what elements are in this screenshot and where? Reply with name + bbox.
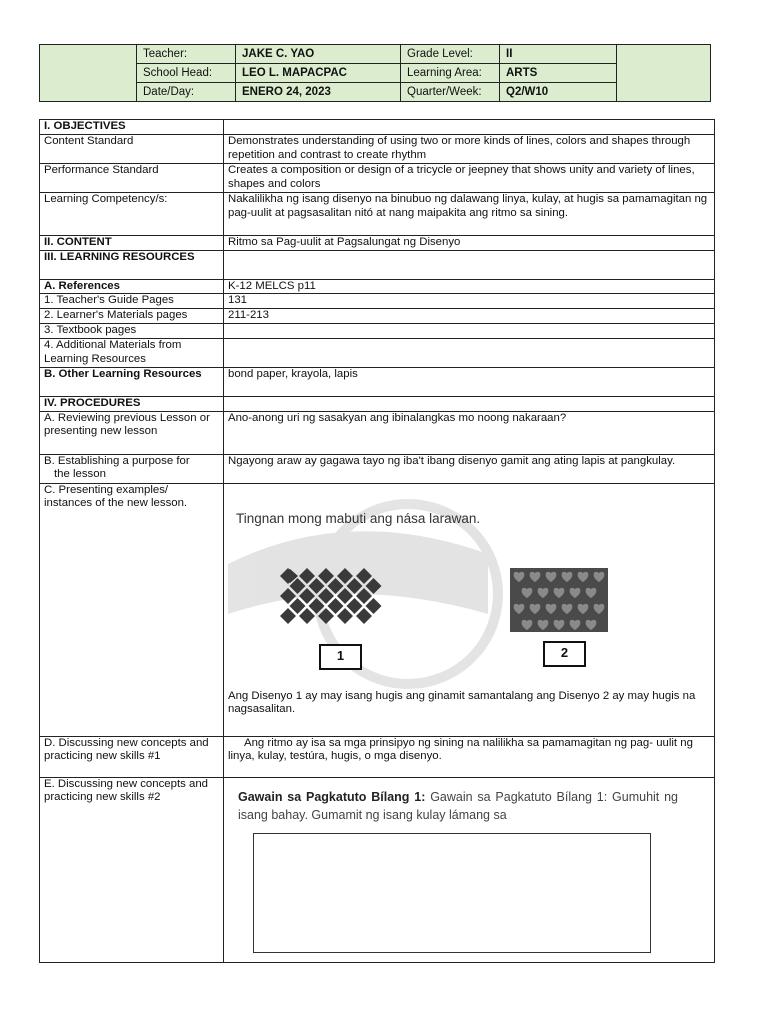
performance-standard-value: Creates a composition or design of a tricycle or jeepney that shows unity and variety of lines, shapes and colors bbox=[224, 163, 715, 192]
diamond-shape bbox=[299, 608, 315, 624]
purpose-label bbox=[40, 454, 224, 483]
diamond-shape bbox=[328, 598, 344, 614]
header-right-cell bbox=[617, 45, 711, 102]
learning-area-value: ARTS bbox=[500, 64, 617, 83]
image-title: Tingnan mong mabuti ang nása larawan. bbox=[236, 510, 481, 526]
competency-value: Nakalilikha ng isang disenyo na binubuo ng dalawang linya, kulay, at hugis sa pamamagitan ng pag-uulit at pagsasalitan nitó at nang maipakita ang ritmo sa sining. bbox=[224, 192, 715, 235]
references-label: A. References bbox=[40, 279, 224, 294]
table-row bbox=[40, 134, 715, 163]
other-resources-value: bond paper, krayola, lapis bbox=[224, 367, 715, 396]
table-row bbox=[40, 777, 715, 962]
date-value: ENERO 24, 2023 bbox=[236, 83, 401, 102]
textbook-label: 3. Textbook pages bbox=[40, 323, 224, 338]
objectives-heading: I. OBJECTIVES bbox=[40, 120, 224, 135]
table-row bbox=[40, 235, 715, 250]
discussing-1-value: Ang ritmo ay isa sa mga prinsipyo ng sining na nalilikha sa pamamagitan ng pag- uulit ng linya, kulay, testúra, hugis, o mga disenyo. bbox=[224, 736, 715, 777]
empty-cell bbox=[224, 323, 715, 338]
competency-label: Learning Competency/s: bbox=[40, 192, 224, 235]
school-head-label: School Head: bbox=[137, 64, 236, 83]
table-row bbox=[40, 736, 715, 777]
table-row bbox=[40, 192, 715, 235]
activity-image bbox=[228, 778, 710, 962]
learning-resources-heading: III. LEARNING RESOURCES bbox=[40, 250, 224, 279]
content-standard-label: Content Standard bbox=[40, 134, 224, 163]
learning-area-label: Learning Area: bbox=[401, 64, 500, 83]
teacher-value: JAKE C. YAO bbox=[236, 45, 401, 64]
drawing-box bbox=[253, 833, 651, 953]
procedures-heading: IV. PROCEDURES bbox=[40, 396, 224, 411]
table-row bbox=[40, 411, 715, 454]
diamond-shape bbox=[337, 608, 353, 624]
empty-cell bbox=[224, 396, 715, 411]
quarter-value: Q2/W10 bbox=[500, 83, 617, 102]
additional-materials-label: 4. Additional Materials from Learning Resources bbox=[40, 338, 224, 367]
presenting-label: C. Presenting examples/ instances of the new lesson. bbox=[40, 483, 224, 736]
table-row bbox=[40, 294, 715, 309]
table-row bbox=[40, 309, 715, 324]
reviewing-label: A. Reviewing previous Lesson or presenting new lesson bbox=[40, 411, 224, 454]
presenting-cell bbox=[224, 483, 715, 736]
performance-standard-label: Performance Standard bbox=[40, 163, 224, 192]
teachers-guide-value: 131 bbox=[224, 294, 715, 309]
quarter-label: Quarter/Week: bbox=[401, 83, 500, 102]
teacher-label: Teacher: bbox=[137, 45, 236, 64]
lesson-plan-table bbox=[39, 119, 715, 963]
learners-materials-label: 2. Learner's Materials pages bbox=[40, 309, 224, 324]
table-row bbox=[40, 250, 715, 279]
table-row bbox=[40, 483, 715, 736]
empty-cell bbox=[224, 338, 715, 367]
box-1-number: 1 bbox=[336, 647, 345, 663]
designs-image bbox=[228, 484, 710, 690]
purpose-value: Ngayong araw ay gagawa tayo ng iba't ibang disenyo gamit ang ating lapis at pangkulay. bbox=[224, 454, 715, 483]
reviewing-value: Ano-anong uri ng sasakyan ang ibinalangkas mo noong nakaraan? bbox=[224, 411, 715, 454]
activity-text: Gawain sa Pagkatuto Bílang 1: Gumuhit ng isang bahay. Gumamit ng isang kulay lámang sa bbox=[238, 789, 678, 822]
purpose-label-line2: the lesson bbox=[54, 468, 106, 481]
diamond-shape bbox=[290, 598, 306, 614]
empty-cell bbox=[224, 250, 715, 279]
diamond-shape bbox=[280, 608, 296, 624]
table-row bbox=[40, 338, 715, 367]
table-row bbox=[40, 163, 715, 192]
presenting-value: Ang Disenyo 1 ay may isang hugis ang ginamit samantalang ang Disenyo 2 ay may hugis na nagsasalitan. bbox=[228, 689, 696, 716]
purpose-label-line1: B. Establishing a purpose for bbox=[44, 454, 190, 467]
header-table bbox=[39, 44, 711, 102]
school-head-value: LEO L. MAPACPAC bbox=[236, 64, 401, 83]
diamond-pattern-icon bbox=[280, 568, 382, 624]
activity-instructions bbox=[238, 788, 678, 824]
date-label: Date/Day: bbox=[137, 83, 236, 102]
table-row bbox=[40, 279, 715, 294]
grade-label: Grade Level: bbox=[401, 45, 500, 64]
header-left-cell bbox=[40, 45, 137, 102]
diamond-shape bbox=[356, 608, 372, 624]
box-2-number: 2 bbox=[560, 644, 569, 660]
table-row bbox=[40, 396, 715, 411]
diamond-shape bbox=[366, 598, 382, 614]
empty-cell bbox=[224, 120, 715, 135]
content-value: Ritmo sa Pag-uulit at Pagsalungat ng Disenyo bbox=[224, 235, 715, 250]
learners-materials-value: 211-213 bbox=[224, 309, 715, 324]
references-value: K-12 MELCS p11 bbox=[224, 279, 715, 294]
diamond-shape bbox=[347, 598, 363, 614]
other-resources-label: B. Other Learning Resources bbox=[40, 367, 224, 396]
table-row bbox=[40, 367, 715, 396]
activity-title: Gawain sa Pagkatuto Bílang 1: bbox=[238, 789, 426, 804]
grade-value: II bbox=[500, 45, 617, 64]
table-row bbox=[40, 323, 715, 338]
discussing-2-cell bbox=[224, 777, 715, 962]
teachers-guide-label: 1. Teacher's Guide Pages bbox=[40, 294, 224, 309]
content-standard-value: Demonstrates understanding of using two or more kinds of lines, colors and shapes through repetition and contrast to create rhythm bbox=[224, 134, 715, 163]
table-row bbox=[40, 120, 715, 135]
discussing-1-label: D. Discussing new concepts and practicing new skills #1 bbox=[40, 736, 224, 777]
content-heading: II. CONTENT bbox=[40, 235, 224, 250]
table-row bbox=[40, 454, 715, 483]
discussing-2-label: E. Discussing new concepts and practicing new skills #2 bbox=[40, 777, 224, 962]
